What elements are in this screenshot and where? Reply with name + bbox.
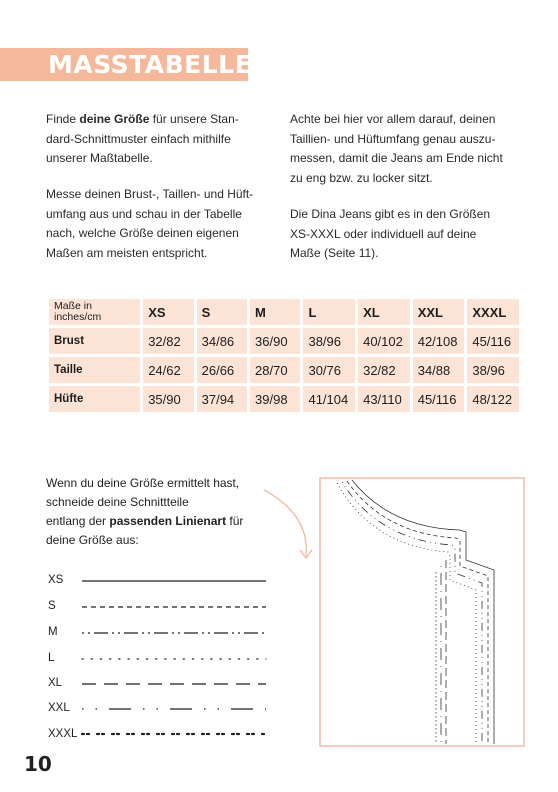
intro-text: für unsere Stan- (149, 112, 239, 126)
row-label: Taille (49, 357, 140, 383)
intro-bold-text: deine Größe (79, 112, 150, 126)
table-cell: 39/98 (250, 386, 300, 412)
size-header: XXL (413, 299, 465, 325)
table-cell: 32/82 (358, 357, 410, 383)
legend-intro-bold-text: passenden Linienart (109, 514, 227, 528)
table-cell: 38/96 (303, 328, 355, 354)
table-cell: 38/96 (467, 357, 519, 383)
table-cell: 41/104 (303, 386, 355, 412)
intro-text: Die Dina Jeans gibt es in den Größen (290, 207, 491, 221)
intro-text: messen, damit die Jeans am Ende nicht (290, 151, 503, 165)
legend-label-xs: XS (48, 574, 64, 586)
legend-label-xxl: XXL (48, 702, 70, 714)
arrow-curve (264, 490, 306, 556)
line-style-samples (82, 581, 266, 734)
table-cell: 42/108 (413, 328, 465, 354)
pattern-frame (320, 478, 524, 746)
table-cell: 35/90 (143, 386, 193, 412)
corner-label: Maße in (54, 300, 92, 312)
intro-text: Taillien- und Hüftumfang genau auszu- (290, 131, 496, 146)
table-cell: 45/116 (467, 328, 519, 354)
table-cell: 30/76 (303, 357, 355, 383)
size-header: S (197, 299, 247, 325)
page-number: 10 (24, 752, 52, 776)
legend-intro-text: deine Größe aus: (46, 533, 139, 547)
corner-label: inches/cm (54, 311, 102, 323)
intro-text: XS-XXXL oder individuell auf deine (290, 226, 477, 241)
table-cell: 45/116 (413, 386, 465, 412)
intro-text: Maße (Seite 11). (290, 246, 379, 260)
intro-text: Maßen am meisten entspricht. (46, 245, 208, 260)
legend-intro-text: für (226, 514, 244, 528)
row-label: Hüfte (49, 386, 140, 412)
table-cell: 37/94 (197, 386, 247, 412)
pattern-line (337, 483, 476, 744)
intro-text: umfang aus und schau in der Tabelle (46, 206, 242, 221)
legend-intro-text: schneide deine Schnittteile (46, 495, 189, 509)
legend-label-xl: XL (48, 677, 63, 689)
table-cell: 40/102 (358, 328, 410, 354)
row-label: Brust (49, 328, 140, 354)
legend-label-s: S (48, 600, 56, 612)
table-cell: 36/90 (250, 328, 300, 354)
intro-text: Finde (46, 112, 80, 126)
intro-text: unserer Maßtabelle. (46, 151, 153, 165)
table-cell: 48/122 (467, 386, 519, 412)
pattern-piece-sketch (337, 480, 494, 744)
size-header: M (250, 299, 300, 325)
size-header: XL (358, 299, 410, 325)
size-header: XXXL (467, 299, 519, 325)
intro-text: Achte bei hier vor allem darauf, deinen (290, 112, 496, 126)
size-header: L (303, 299, 355, 325)
table-cell: 34/86 (197, 328, 247, 354)
legend-label-l: L (48, 652, 55, 664)
size-header: XS (143, 299, 193, 325)
table-cell: 28/70 (250, 357, 300, 383)
pattern-line (347, 481, 488, 744)
legend-intro-text: Wenn du deine Größe ermittelt hast, (46, 476, 240, 490)
intro-text: zu eng bzw. zu locker sitzt. (290, 170, 433, 185)
legend-intro-text: entlang der (46, 514, 110, 528)
intro-text: nach, welche Größe deinen eigenen (46, 226, 239, 240)
pattern-line (352, 480, 494, 744)
table-cell: 26/66 (197, 357, 247, 383)
intro-text: dard-Schnittmuster einfach mithilfe (46, 131, 231, 146)
legend-label-m: M (48, 626, 58, 638)
table-cell: 32/82 (143, 328, 193, 354)
legend-label-xxxl: XXXL (48, 728, 78, 740)
table-cell: 24/62 (143, 357, 193, 383)
pattern-line (342, 482, 482, 744)
intro-text: Messe deinen Brust-, Taillen- und Hüft- (46, 187, 254, 201)
table-cell: 43/110 (358, 386, 410, 412)
table-cell: 34/88 (413, 357, 465, 383)
page-title-text: MASSTABELLE (48, 50, 253, 79)
